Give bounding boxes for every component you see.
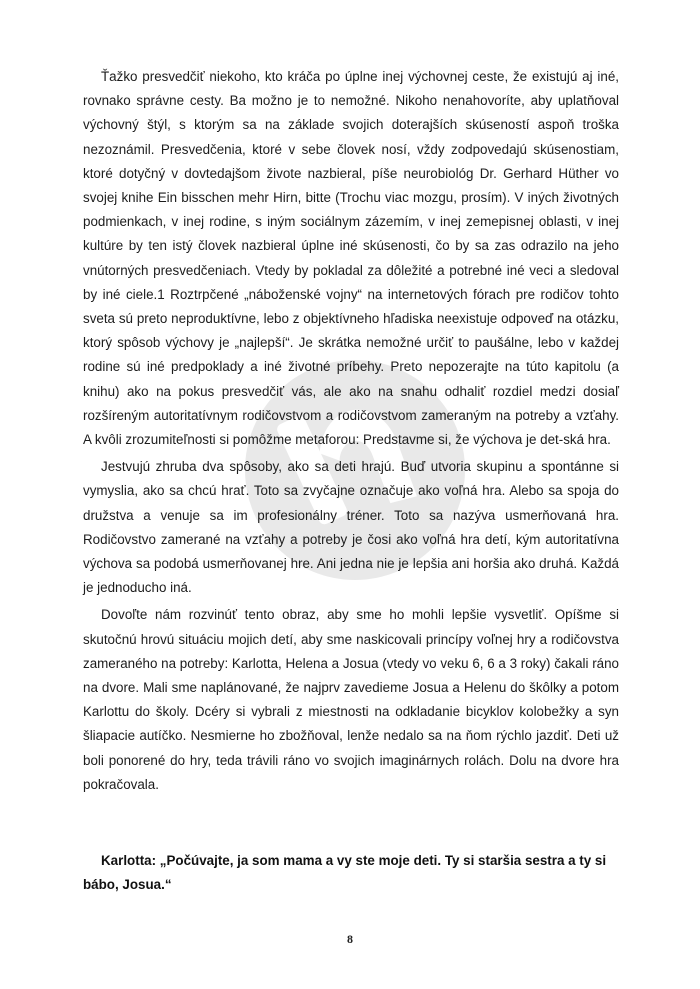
body-text <box>83 65 619 797</box>
page-number: 8 <box>347 932 353 946</box>
paragraph-2: Jestvujú zhruba dva spôsoby, ako sa deti hrajú. Buď utvoria skupinu a spontánne si vymyslia, ako sa chcú hrať. Toto sa zvyčajne označuje ako voľná hra. Alebo sa spoja do družstva a venuje sa im profesionálny tréner. Toto sa nazýva usmerňovaná hra. Rodičovstvo zamerané na vzťahy a potreby je čosi ako voľná hra detí, kým autoritatívna výchova sa podobá usmerňovanej hre. Ani jedna nie je lepšia ani horšia ako druhá. Každá je jednoducho iná. <box>83 459 619 596</box>
paragraph-3: Dovoľte nám rozvinúť tento obraz, aby sme ho mohli lepšie vysvetliť. Opíšme si skutočnú hrovú situáciu mojich detí, aby sme naskicovali princípy voľnej hry a rodičovstva zameraného na potreby: Karlotta, Helena a Josua (vtedy vo veku 6, 6 a 3 roky) čakali ráno na dvore. Mali sme naplánované, že najprv zavedieme Josua a Helenu do škôlky a potom Karlottu do školy. Dcéry si vybrali z miestnosti na odkladanie bicyklov kolobežky a syn šliapacie autíčko. Nesmierne ho zbožňoval, lenže nedalo sa na ňom rýchlo jazdiť. Deti už boli ponorené do hry, teda trávili ráno vo svojich imaginárnych rolách. Dolu na dvore hra pokračovala. <box>83 607 619 792</box>
dialogue-line: Karlotta: „Počúvajte, ja som mama a vy ste moje deti. Ty si staršia sestra a ty si bábo, Josua.“ <box>83 853 607 892</box>
paragraph-1: Ťažko presvedčiť niekoho, kto kráča po úplne inej výchovnej ceste, že existujú aj iné, rovnako správne cesty. Ba možno je to nemožné. Nikoho nenahovoríte, aby uplatňoval výchovný štýl, s ktorým sa na základe svojich doterajších skúseností aspoň troška nezoznámil. Presvedčenia, ktoré v sebe človek nosí, vždy zodpovedajú skúsenostiam, ktoré dotyčný v dovtedajšom živote nazbieral, píše neurobiológ Dr. Gerhard Hüther vo svojej knihe Ein bisschen mehr Hirn, bitte (Trochu viac mozgu, prosím). V iných životných podmienkach, v inej rodine, s iným sociálnym zázemím, v inej zemepisnej oblasti, v inej kultúre by ten istý človek nazbieral úplne iné skúsenosti, čo by sa zas odrazilo na jeho vnútorných presvedčeniach. Vtedy by pokladal za dôležité a potrebné iné veci a sledoval by iné ciele.1 Roztrpčené „náboženské vojny“ na internetových fórach pre rodičov tohto sveta sú preto neproduktívne, lebo z objektívneho hľadiska neexistuje odpoveď na otázku, ktorý spôsob výchovy je „najlepší“. Je skrátka nemožné určiť to paušálne, lebo v každej rodine sú iné predpoklady a iné životné príbehy. Preto nepozerajte na túto kapitolu (a knihu) ako na pokus presvedčiť vás, ale ako na snahu odhaliť rozdiel medzi dosiaľ rozšíreným autoritatívnym rodičovstvom a rodičovstvom zameraným na potreby a vzťahy. A kvôli zrozumiteľnosti si pomôžme metaforou: Predstavme si, že výchova je det-ská hra. <box>83 69 619 448</box>
